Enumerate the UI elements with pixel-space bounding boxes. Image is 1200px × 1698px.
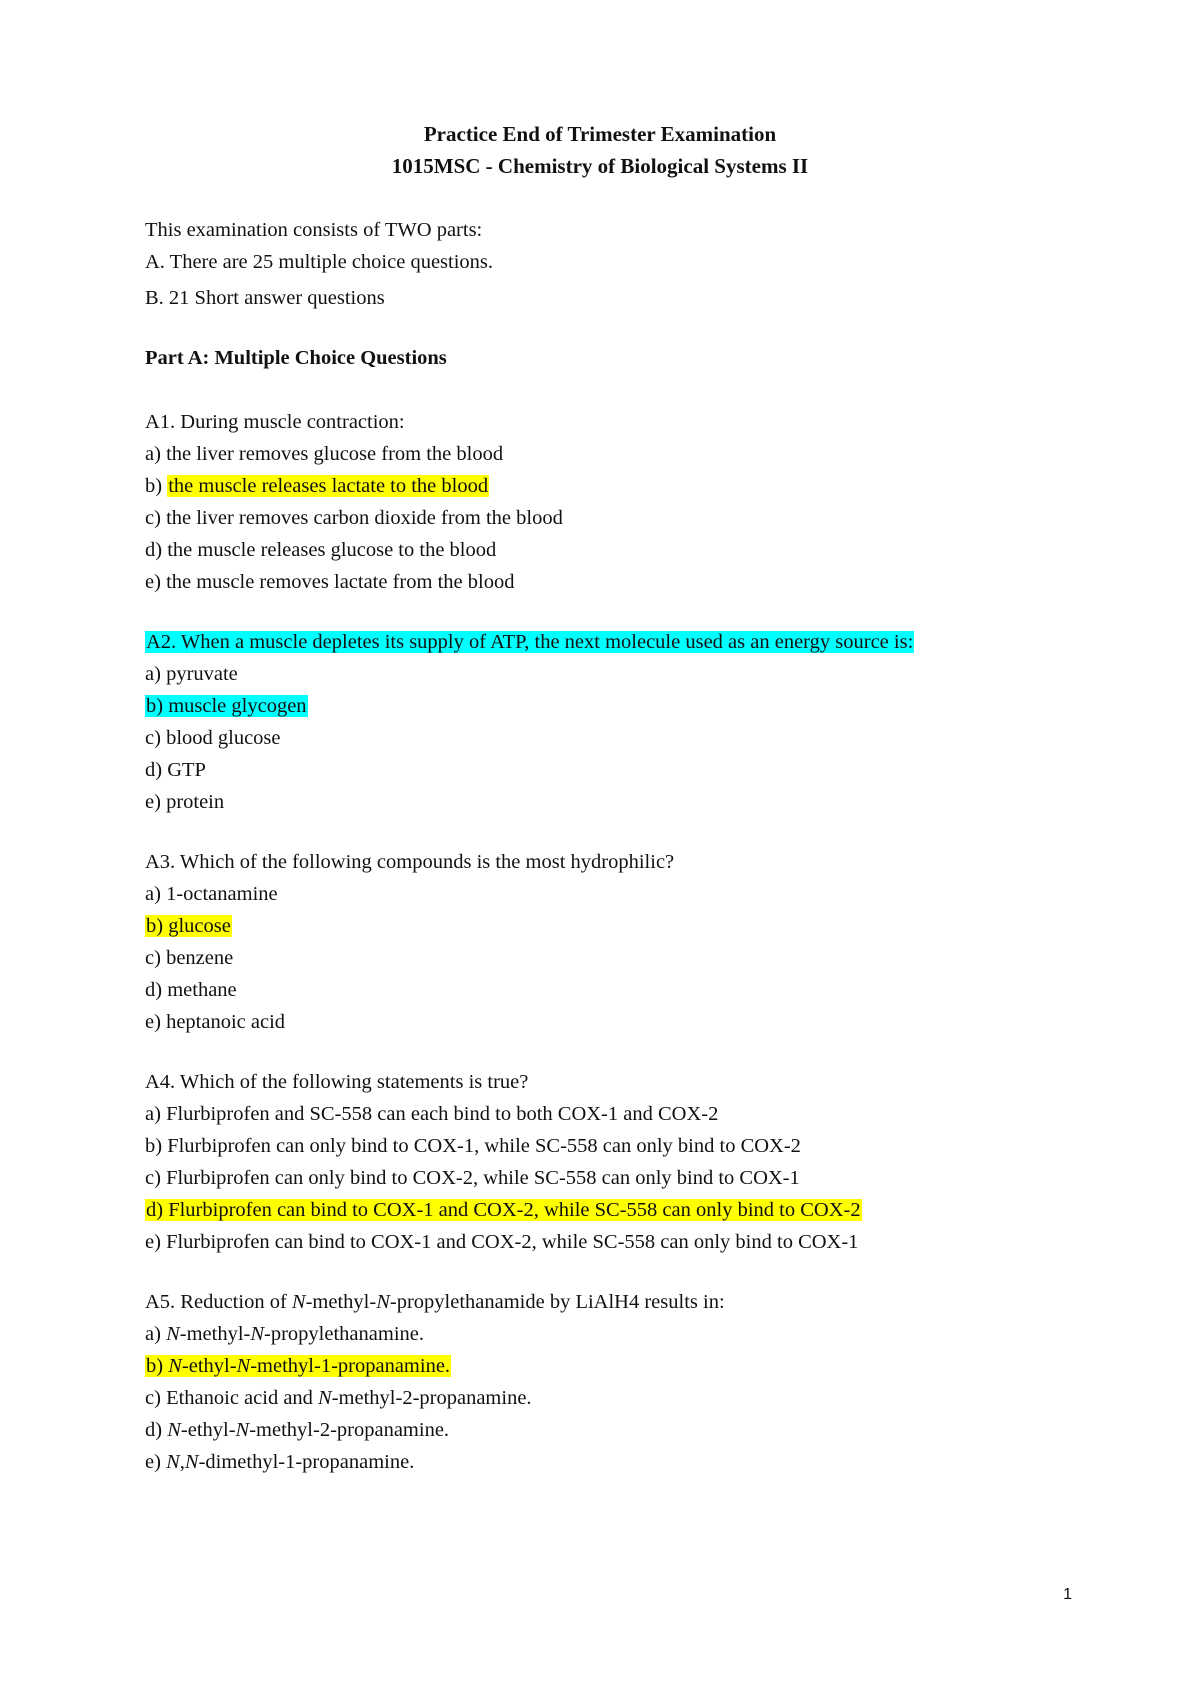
- intro-line: B. 21 Short answer questions: [145, 287, 385, 309]
- intro-line: A. There are 25 multiple choice questions.: [145, 251, 494, 273]
- answer-option: d) the muscle releases glucose to the blood: [145, 539, 497, 561]
- highlighted-answer: b) N-ethyl-N-methyl-1-propanamine.: [146, 1355, 451, 1377]
- answer-option: a) the liver removes glucose from the blood: [145, 443, 504, 465]
- course-title: 1015MSC - Chemistry of Biological Systems II: [391, 154, 809, 178]
- answer-option: e) heptanoic acid: [145, 1011, 286, 1033]
- answer-option: a) 1-octanamine: [145, 883, 278, 905]
- page-number: 1: [1063, 1586, 1072, 1603]
- question-a5: [145, 1286, 1105, 1478]
- exam-header: [0, 118, 1200, 182]
- answer-option: d) methane: [145, 979, 237, 1001]
- answer-option: a) pyruvate: [145, 663, 238, 685]
- highlighted-question: A2. When a muscle depletes its supply of ATP, the next molecule used as an energy source is:: [146, 631, 914, 653]
- highlighted-answer: b) muscle glycogen: [146, 695, 307, 717]
- answer-option: d) GTP: [145, 759, 206, 781]
- answer-option: a) N-methyl-N-propylethanamine.: [145, 1323, 424, 1345]
- answer-option: [145, 910, 1105, 942]
- exam-title: Practice End of Trimester Examination: [423, 122, 777, 146]
- answer-option: c) the liver removes carbon dioxide from the blood: [145, 507, 563, 529]
- answer-option: [145, 1194, 1105, 1226]
- question-stem: A3. Which of the following compounds is the most hydrophilic?: [145, 851, 675, 873]
- question-stem: A5. Reduction of N-methyl-N-propylethanamide by LiAlH4 results in:: [145, 1291, 725, 1313]
- answer-option: c) blood glucose: [145, 727, 281, 749]
- answer-option: e) N,N-dimethyl-1-propanamine.: [145, 1451, 415, 1473]
- answer-option: e) protein: [145, 791, 225, 813]
- question-a2: [145, 626, 1105, 818]
- highlighted-answer: d) Flurbiprofen can bind to COX-1 and COX-2, while SC-558 can only bind to COX-2: [146, 1199, 861, 1221]
- answer-option: a) Flurbiprofen and SC-558 can each bind to both COX-1 and COX-2: [145, 1103, 719, 1125]
- answer-option: c) benzene: [145, 947, 234, 969]
- question-stem: A1. During muscle contraction:: [145, 411, 405, 433]
- question-a3: [145, 846, 1105, 1038]
- question-a1: [145, 406, 1105, 598]
- question-a4: [145, 1066, 1105, 1258]
- highlighted-answer: the muscle releases lactate to the blood: [168, 475, 489, 497]
- exam-body: [145, 214, 1105, 1478]
- answer-option: d) N-ethyl-N-methyl-2-propanamine.: [145, 1419, 450, 1441]
- answer-option: c) Flurbiprofen can only bind to COX-2, while SC-558 can only bind to COX-1: [145, 1167, 800, 1189]
- answer-option: c) Ethanoic acid and N-methyl-2-propanamine.: [145, 1387, 532, 1409]
- question-stem: A4. Which of the following statements is true?: [145, 1071, 529, 1093]
- answer-option: e) the muscle removes lactate from the blood: [145, 571, 515, 593]
- intro-line: This examination consists of TWO parts:: [145, 219, 483, 241]
- question-stem: [145, 626, 1105, 658]
- answer-option: e) Flurbiprofen can bind to COX-1 and COX-2, while SC-558 can only bind to COX-1: [145, 1231, 859, 1253]
- answer-option: b) the muscle releases lactate to the blood: [145, 475, 489, 497]
- answer-option: b) Flurbiprofen can only bind to COX-1, while SC-558 can only bind to COX-2: [145, 1135, 801, 1157]
- answer-option: [145, 690, 1105, 722]
- highlighted-answer: b) glucose: [146, 915, 231, 937]
- answer-option: [145, 1350, 1105, 1382]
- part-a-heading: Part A: Multiple Choice Questions: [145, 347, 447, 369]
